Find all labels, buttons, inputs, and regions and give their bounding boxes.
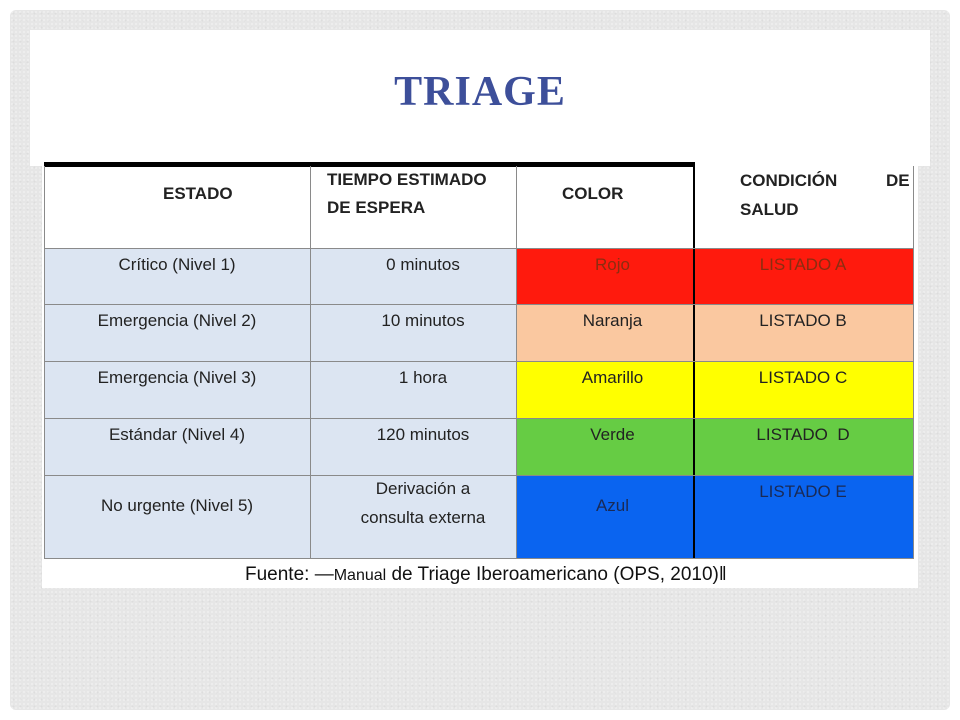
cell-condicion [693,476,913,558]
caption-small: Manual [333,567,387,584]
cell-color [516,249,693,304]
cell-text: LISTADO B [759,311,847,330]
table-top-border [44,162,694,167]
table-row-divider [44,248,914,249]
caption-prefix: Fuente: ― [245,564,334,585]
cell-tiempo [310,305,516,361]
cell-text: Derivación a [375,479,471,498]
header-color: COLOR [562,184,624,203]
cell-text: LISTADO C [758,368,848,387]
header-condicion-line2: SALUD [740,200,799,219]
cell-condicion [693,249,913,304]
slide-title: TRIAGE [394,69,566,115]
source-caption [245,564,727,586]
cell-text: Naranja [582,311,643,330]
table-column-divider [516,166,517,559]
table-row-divider [44,418,914,419]
table-border-bottom [44,558,914,559]
header-tiempo-line2: DE ESPERA [327,198,426,217]
cell-tiempo [310,249,516,304]
cell-text: LISTADO D [756,425,850,444]
cell-condicion [693,419,913,475]
cell-text: No urgente (Nivel 5) [100,496,254,515]
table-border-right [913,166,914,559]
cell-tiempo [310,362,516,418]
cell-text: Rojo [595,255,630,274]
caption-rest: de Triage Iberoamericano (OPS, 2010)‖ [386,564,727,585]
cell-text: Azul [595,496,630,515]
cell-text: Crítico (Nivel 1) [118,255,236,274]
cell-text: Emergencia (Nivel 3) [97,368,257,387]
cell-color [516,362,693,418]
cell-condicion [693,362,913,418]
cell-tiempo [310,419,516,475]
cell-text: 0 minutos [386,255,460,274]
cell-text: Estándar (Nivel 4) [108,425,246,444]
table-row-divider [44,361,914,362]
header-tiempo-line1: TIEMPO ESTIMADO [327,170,487,189]
cell-color [516,419,693,475]
cell-estado [44,419,310,475]
header-estado: ESTADO [163,184,233,203]
cell-text: Verde [590,425,635,444]
header-condicion-line1a: CONDICIÓN [740,171,838,190]
cell-text: 1 hora [398,368,448,387]
cell-text: Amarillo [581,368,644,387]
cell-text: consulta externa [360,508,486,527]
cell-color [516,476,693,558]
cell-color [516,305,693,361]
cell-estado [44,249,310,304]
table-column-divider [310,166,311,559]
cell-estado [44,305,310,361]
cell-tiempo [310,476,516,558]
table-row-divider [44,304,914,305]
cell-text: Emergencia (Nivel 2) [97,311,257,330]
cell-text: 120 minutos [376,425,470,444]
cell-estado [44,362,310,418]
cell-text: LISTADO A [759,255,847,274]
cell-condicion [693,305,913,361]
table-border-left [44,166,45,559]
cell-text: 10 minutos [381,311,465,330]
cell-text: LISTADO E [759,482,847,501]
header-condicion-line1b: DE [886,171,910,190]
cell-estado [44,476,310,558]
table-row-divider [44,475,914,476]
